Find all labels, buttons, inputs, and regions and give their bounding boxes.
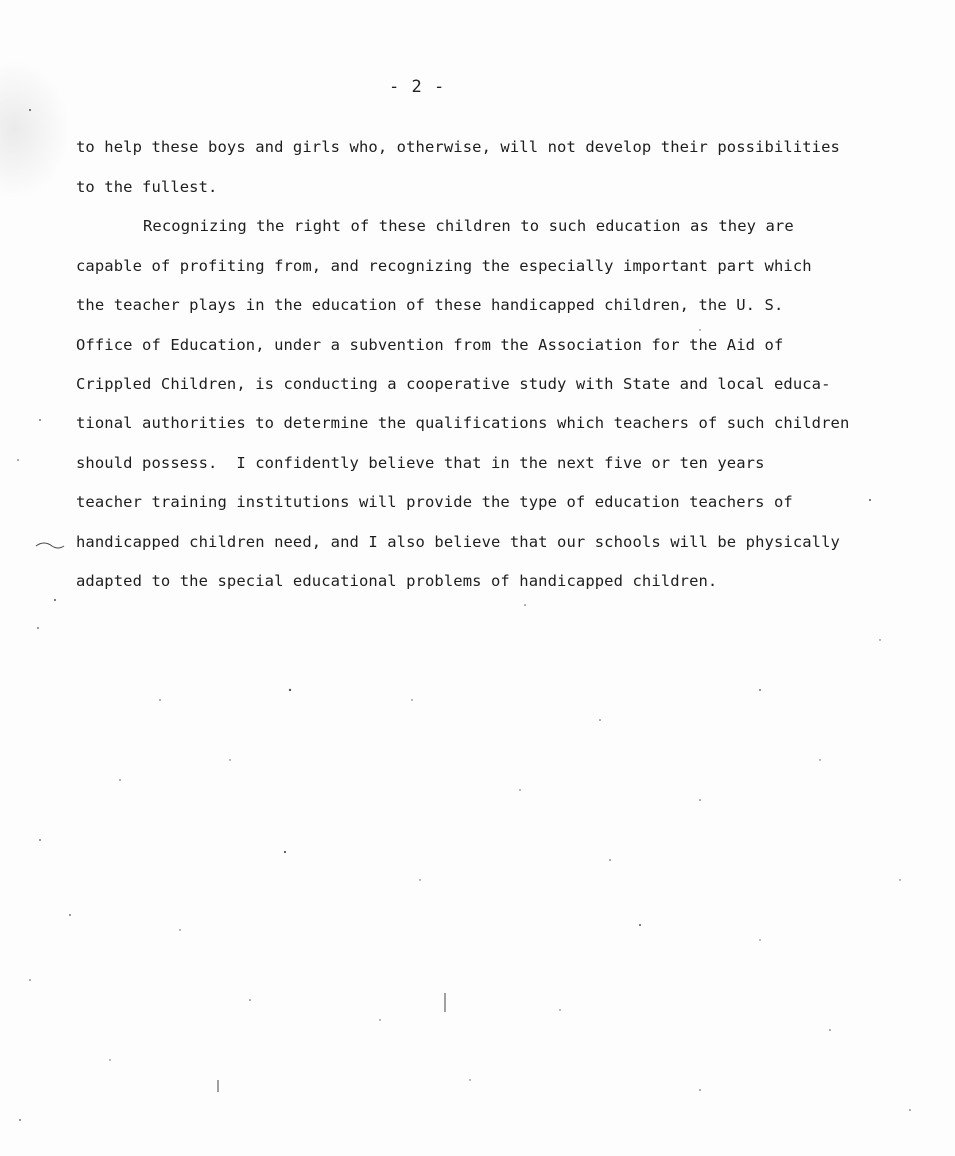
page-number: - 2 - <box>389 77 446 97</box>
text-line: tional authorities to determine the qualifications which teachers of such children <box>76 414 850 432</box>
text-line: teacher training institutions will provide the type of education teachers of <box>76 493 793 511</box>
text-line: to the fullest. <box>76 178 218 196</box>
text-line: should possess. I confidently believe that in the next five or ten years <box>76 454 765 472</box>
text-line: capable of profiting from, and recognizing the especially important part which <box>76 257 812 275</box>
text-line: the teacher plays in the education of these handicapped children, the U. S. <box>76 296 784 314</box>
scan-smudge <box>0 60 70 200</box>
paragraph-start-line: Recognizing the right of these children to such education as they are <box>143 217 794 235</box>
text-line: adapted to the special educational problems of handicapped children. <box>76 572 718 590</box>
text-line: handicapped children need, and I also believe that our schools will be physically <box>76 533 840 551</box>
text-line: Office of Education, under a subvention from the Association for the Aid of <box>76 336 784 354</box>
text-line: Crippled Children, is conducting a cooperative study with State and local educa- <box>76 375 831 393</box>
text-line: to help these boys and girls who, otherwise, will not develop their possibilities <box>76 138 840 156</box>
